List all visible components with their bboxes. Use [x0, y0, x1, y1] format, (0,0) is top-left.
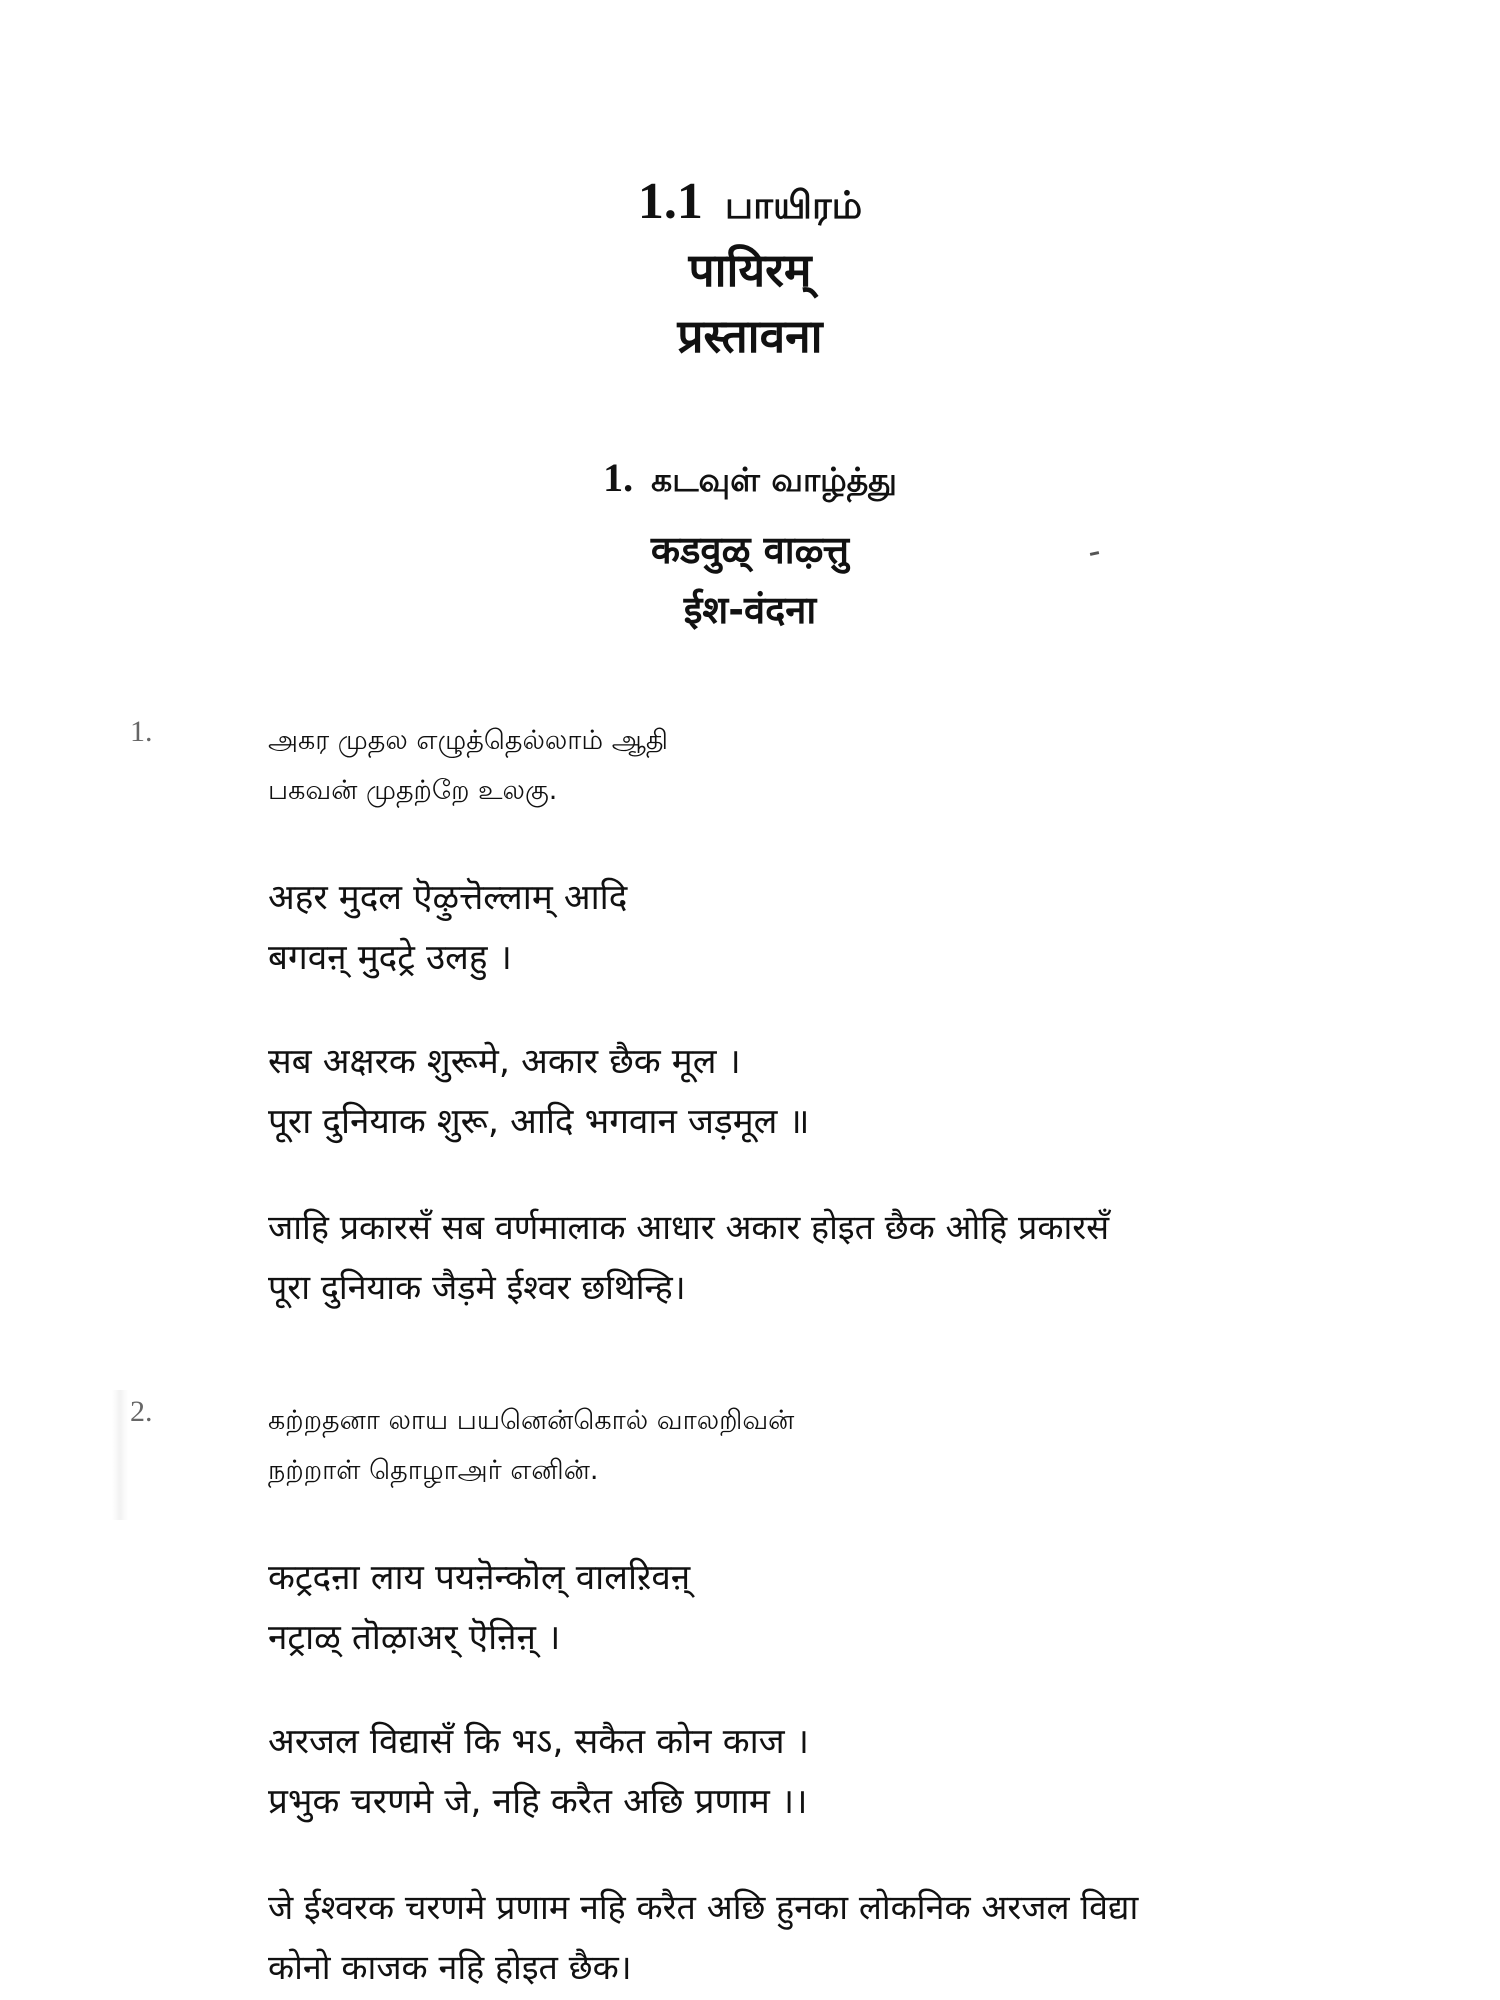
verse-tamil-line: பகவன் முதற்றே உலகு. [268, 775, 558, 806]
transliteration-line: बगवऩ् मुदट्रे उलहु । [268, 938, 512, 978]
verse-transliteration [268, 868, 627, 988]
section-title-line [0, 448, 1500, 510]
chapter-tamil-title: பாயிரம் [724, 183, 863, 227]
verse-meaning [268, 1878, 1138, 1998]
verse-number: 1. [130, 715, 153, 748]
transliteration-line: कट्रदऩा लाय पयऩॆन्कॊल् वालऱिवऩ् [268, 1558, 691, 1598]
verse-tamil-line: நற்றாள் தொழாஅர் எனின். [268, 1455, 599, 1486]
section-tamil-title: கடவுள் வாழ்த்து [651, 460, 897, 499]
meaning-line: पूरा दुनियाक जैड़मे ईश्वर छथिन्हि। [268, 1268, 686, 1308]
verse-tamil-line: கற்றதனா லாய பயனென்கொல் வாலறிவன் [268, 1405, 795, 1436]
section-transliterated-title: कडवुळ् वाऴ्त्तु [650, 528, 850, 572]
verse-tamil-text [268, 1396, 794, 1496]
chapter-title-line [0, 170, 1500, 237]
transliteration-line: अहर मुदल ऎऴुत्तॆल्लाम् आदि [268, 878, 628, 918]
transliteration-line: नट्राळ् तॊऴाअर् ऎऩिऩ् । [268, 1618, 561, 1658]
verse-transliteration [268, 1548, 690, 1668]
translation-line: अरजल विद्यासँ कि भऽ, सकैत कोन काज । [268, 1722, 809, 1762]
chapter-hindi-title: प्रस्तावना [677, 309, 823, 363]
chapter-heading [0, 170, 1500, 369]
verse-number: 2. [130, 1395, 153, 1428]
verse-tamil-text [268, 716, 668, 816]
verse-translation [268, 1032, 809, 1152]
verse-translation [268, 1712, 809, 1832]
section-heading [0, 448, 1500, 640]
scan-shadow [112, 1390, 128, 1520]
section-hindi-title: ईश-वंदना [683, 588, 817, 632]
meaning-line: जे ईश्वरक चरणमे प्रणाम नहि करैत अछि हुनका लोकनिक अरजल विद्या [268, 1888, 1139, 1928]
translation-line: पूरा दुनियाक शुरू, आदि भगवान जड़मूल ॥ [268, 1102, 810, 1142]
translation-line: सब अक्षरक शुरूमे, अकार छैक मूल । [268, 1042, 741, 1082]
chapter-transliterated-title: पायिरम् [688, 243, 812, 297]
verse-meaning [268, 1198, 1109, 1318]
meaning-line: कोनो काजक नहि होइत छैक। [268, 1948, 632, 1988]
translation-line: प्रभुक चरणमे जे, नहि करैत अछि प्रणाम ।। [268, 1782, 808, 1822]
verse-tamil-line: அகர முதல எழுத்தெல்லாம் ஆதி [268, 725, 668, 756]
chapter-number: 1.1 [637, 173, 703, 230]
meaning-line: जाहि प्रकारसँ सब वर्णमालाक आधार अकार होइत छैक ओहि प्रकारसँ [268, 1208, 1110, 1248]
section-number: 1. [603, 455, 634, 500]
